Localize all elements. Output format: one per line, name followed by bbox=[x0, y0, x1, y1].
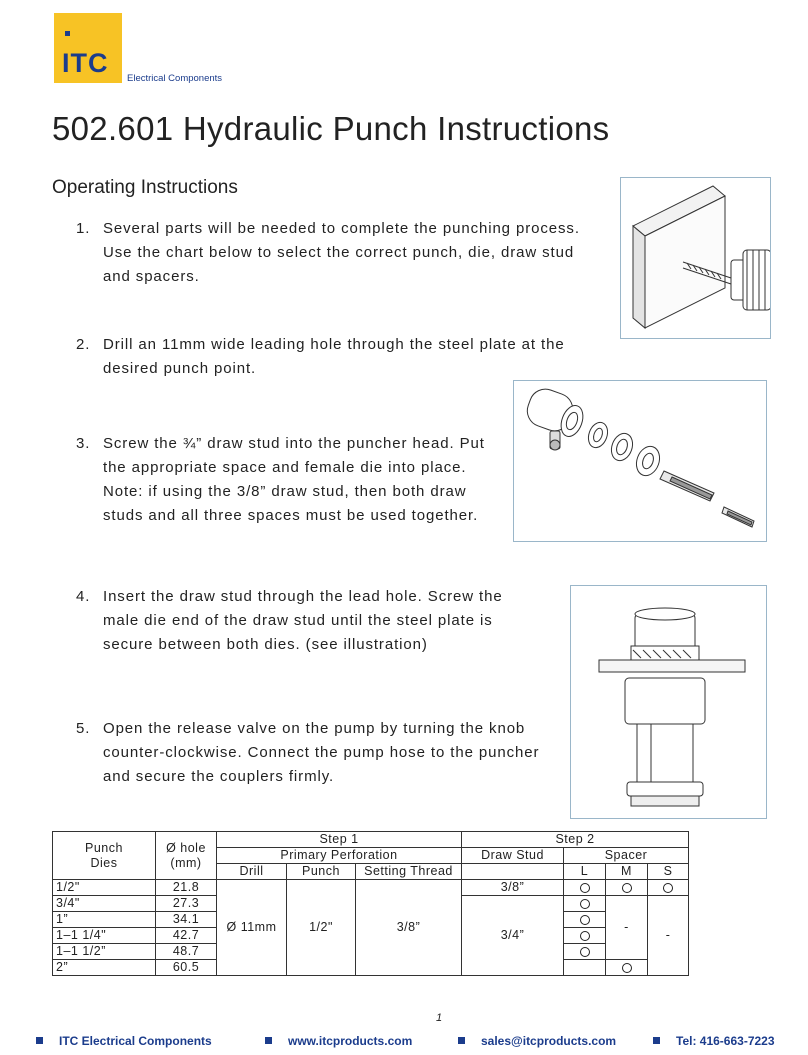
cell-die: 3/4" bbox=[53, 896, 156, 912]
cell-spacer-s bbox=[648, 880, 689, 896]
step-text: Screw the ¾” draw stud into the puncher head. Put the appropriate space and female die into place. Note: if using the 3/8” draw stud, then both draw studs and all three spaces must be used together. bbox=[103, 435, 485, 524]
cell-die: 1–1 1/2” bbox=[53, 944, 156, 960]
header-punch-dies: Punch Dies bbox=[53, 832, 156, 880]
assembly-illustration bbox=[513, 380, 767, 542]
page-title: 502.601 Hydraulic Punch Instructions bbox=[52, 110, 610, 147]
step-text: Several parts will be needed to complete the punching process. Use the chart below to select the correct punch, die, draw stud and spacers. bbox=[103, 220, 580, 285]
cell-die: 1” bbox=[53, 912, 156, 928]
punch-selection-table bbox=[52, 831, 689, 976]
circle-icon bbox=[580, 915, 590, 925]
step-number: 4. bbox=[76, 588, 91, 605]
circle-icon bbox=[622, 963, 632, 973]
cell-spacer-l bbox=[564, 880, 606, 896]
exploded-parts-drawing bbox=[514, 381, 766, 541]
drill-plate-drawing bbox=[621, 178, 770, 338]
drilling-illustration bbox=[620, 177, 771, 339]
puncher-plate-drawing bbox=[571, 586, 766, 818]
section-title: Operating Instructions bbox=[52, 177, 238, 198]
cell-draw-stud: 3/8” bbox=[462, 880, 564, 896]
company-logo bbox=[54, 13, 224, 83]
cell-spacer-l bbox=[564, 960, 606, 976]
cell-die: 1–1 1/4" bbox=[53, 928, 156, 944]
cell-draw-stud: 3/4” bbox=[462, 896, 564, 976]
page-number: 1 bbox=[436, 1012, 443, 1024]
header-blank bbox=[462, 864, 564, 880]
header-drill: Drill bbox=[217, 864, 287, 880]
cell-hole: 60.5 bbox=[156, 960, 217, 976]
circle-icon bbox=[580, 883, 590, 893]
step-number: 5. bbox=[76, 720, 91, 737]
footer-company bbox=[36, 1031, 212, 1051]
step-number: 3. bbox=[76, 435, 91, 452]
circle-icon bbox=[580, 931, 590, 941]
footer-email[interactable] bbox=[458, 1031, 616, 1051]
header-spacer-s: S bbox=[648, 864, 689, 880]
cell-hole: 27.3 bbox=[156, 896, 217, 912]
header-spacer: Spacer bbox=[564, 848, 689, 864]
circle-icon bbox=[580, 947, 590, 957]
footer-website-text[interactable]: www.itcproducts.com bbox=[288, 1034, 413, 1048]
cell-hole: 34.1 bbox=[156, 912, 217, 928]
header-spacer-m: M bbox=[606, 864, 648, 880]
cell-spacer-l bbox=[564, 944, 606, 960]
logo-subtitle: Electrical Components bbox=[127, 73, 223, 84]
footer-email-text[interactable]: sales@itcproducts.com bbox=[481, 1034, 617, 1048]
cell-hole: 42.7 bbox=[156, 928, 217, 944]
cell-spacer-m-dash: - bbox=[606, 896, 648, 960]
header-step1: Step 1 bbox=[217, 832, 462, 848]
footer-website[interactable] bbox=[265, 1031, 412, 1051]
cell-setting-thread: 3/8” bbox=[356, 880, 462, 976]
cell-hole: 21.8 bbox=[156, 880, 217, 896]
header-primary-perforation: Primary Perforation bbox=[217, 848, 462, 864]
logo-dot bbox=[65, 31, 70, 36]
cell-spacer-m bbox=[606, 960, 648, 976]
circle-icon bbox=[622, 883, 632, 893]
cell-spacer-s-dash: - bbox=[648, 896, 689, 976]
footer-company-text: ITC Electrical Components bbox=[59, 1034, 212, 1048]
footer-phone-text: Tel: 416-663-7223 bbox=[676, 1034, 775, 1048]
cell-spacer-l bbox=[564, 928, 606, 944]
square-bullet-icon bbox=[653, 1037, 660, 1044]
square-bullet-icon bbox=[265, 1037, 272, 1044]
header-punch: Punch bbox=[287, 864, 356, 880]
cell-hole: 48.7 bbox=[156, 944, 217, 960]
step-number: 2. bbox=[76, 336, 91, 353]
step-text: Insert the draw stud through the lead hole. Screw the male die end of the draw stud until the steel plate is secure between both dies. (see illustration) bbox=[103, 588, 503, 653]
square-bullet-icon bbox=[36, 1037, 43, 1044]
cell-die: 2” bbox=[53, 960, 156, 976]
cell-spacer-m bbox=[606, 880, 648, 896]
table-row bbox=[53, 880, 689, 896]
cell-spacer-l bbox=[564, 896, 606, 912]
circle-icon bbox=[663, 883, 673, 893]
header-draw-stud: Draw Stud bbox=[462, 848, 564, 864]
circle-icon bbox=[580, 899, 590, 909]
step-text: Open the release valve on the pump by turning the knob counter-clockwise. Connect the pump hose to the puncher and secure the couplers firmly. bbox=[103, 720, 540, 785]
header-setting-thread: Setting Thread bbox=[356, 864, 462, 880]
footer bbox=[0, 1031, 808, 1051]
puncher-illustration bbox=[570, 585, 767, 819]
step-number: 1. bbox=[76, 220, 91, 237]
step-text: Drill an 11mm wide leading hole through the steel plate at the desired punch point. bbox=[103, 336, 565, 377]
logo-brand: ITC bbox=[62, 48, 109, 78]
header-hole: Ø hole (mm) bbox=[156, 832, 217, 880]
cell-drill: Ø 11mm bbox=[217, 880, 287, 976]
cell-punch: 1/2" bbox=[287, 880, 356, 976]
square-bullet-icon bbox=[458, 1037, 465, 1044]
header-spacer-l: L bbox=[564, 864, 606, 880]
header-step2: Step 2 bbox=[462, 832, 689, 848]
cell-spacer-l bbox=[564, 912, 606, 928]
cell-die: 1/2" bbox=[53, 880, 156, 896]
footer-phone bbox=[653, 1031, 775, 1051]
